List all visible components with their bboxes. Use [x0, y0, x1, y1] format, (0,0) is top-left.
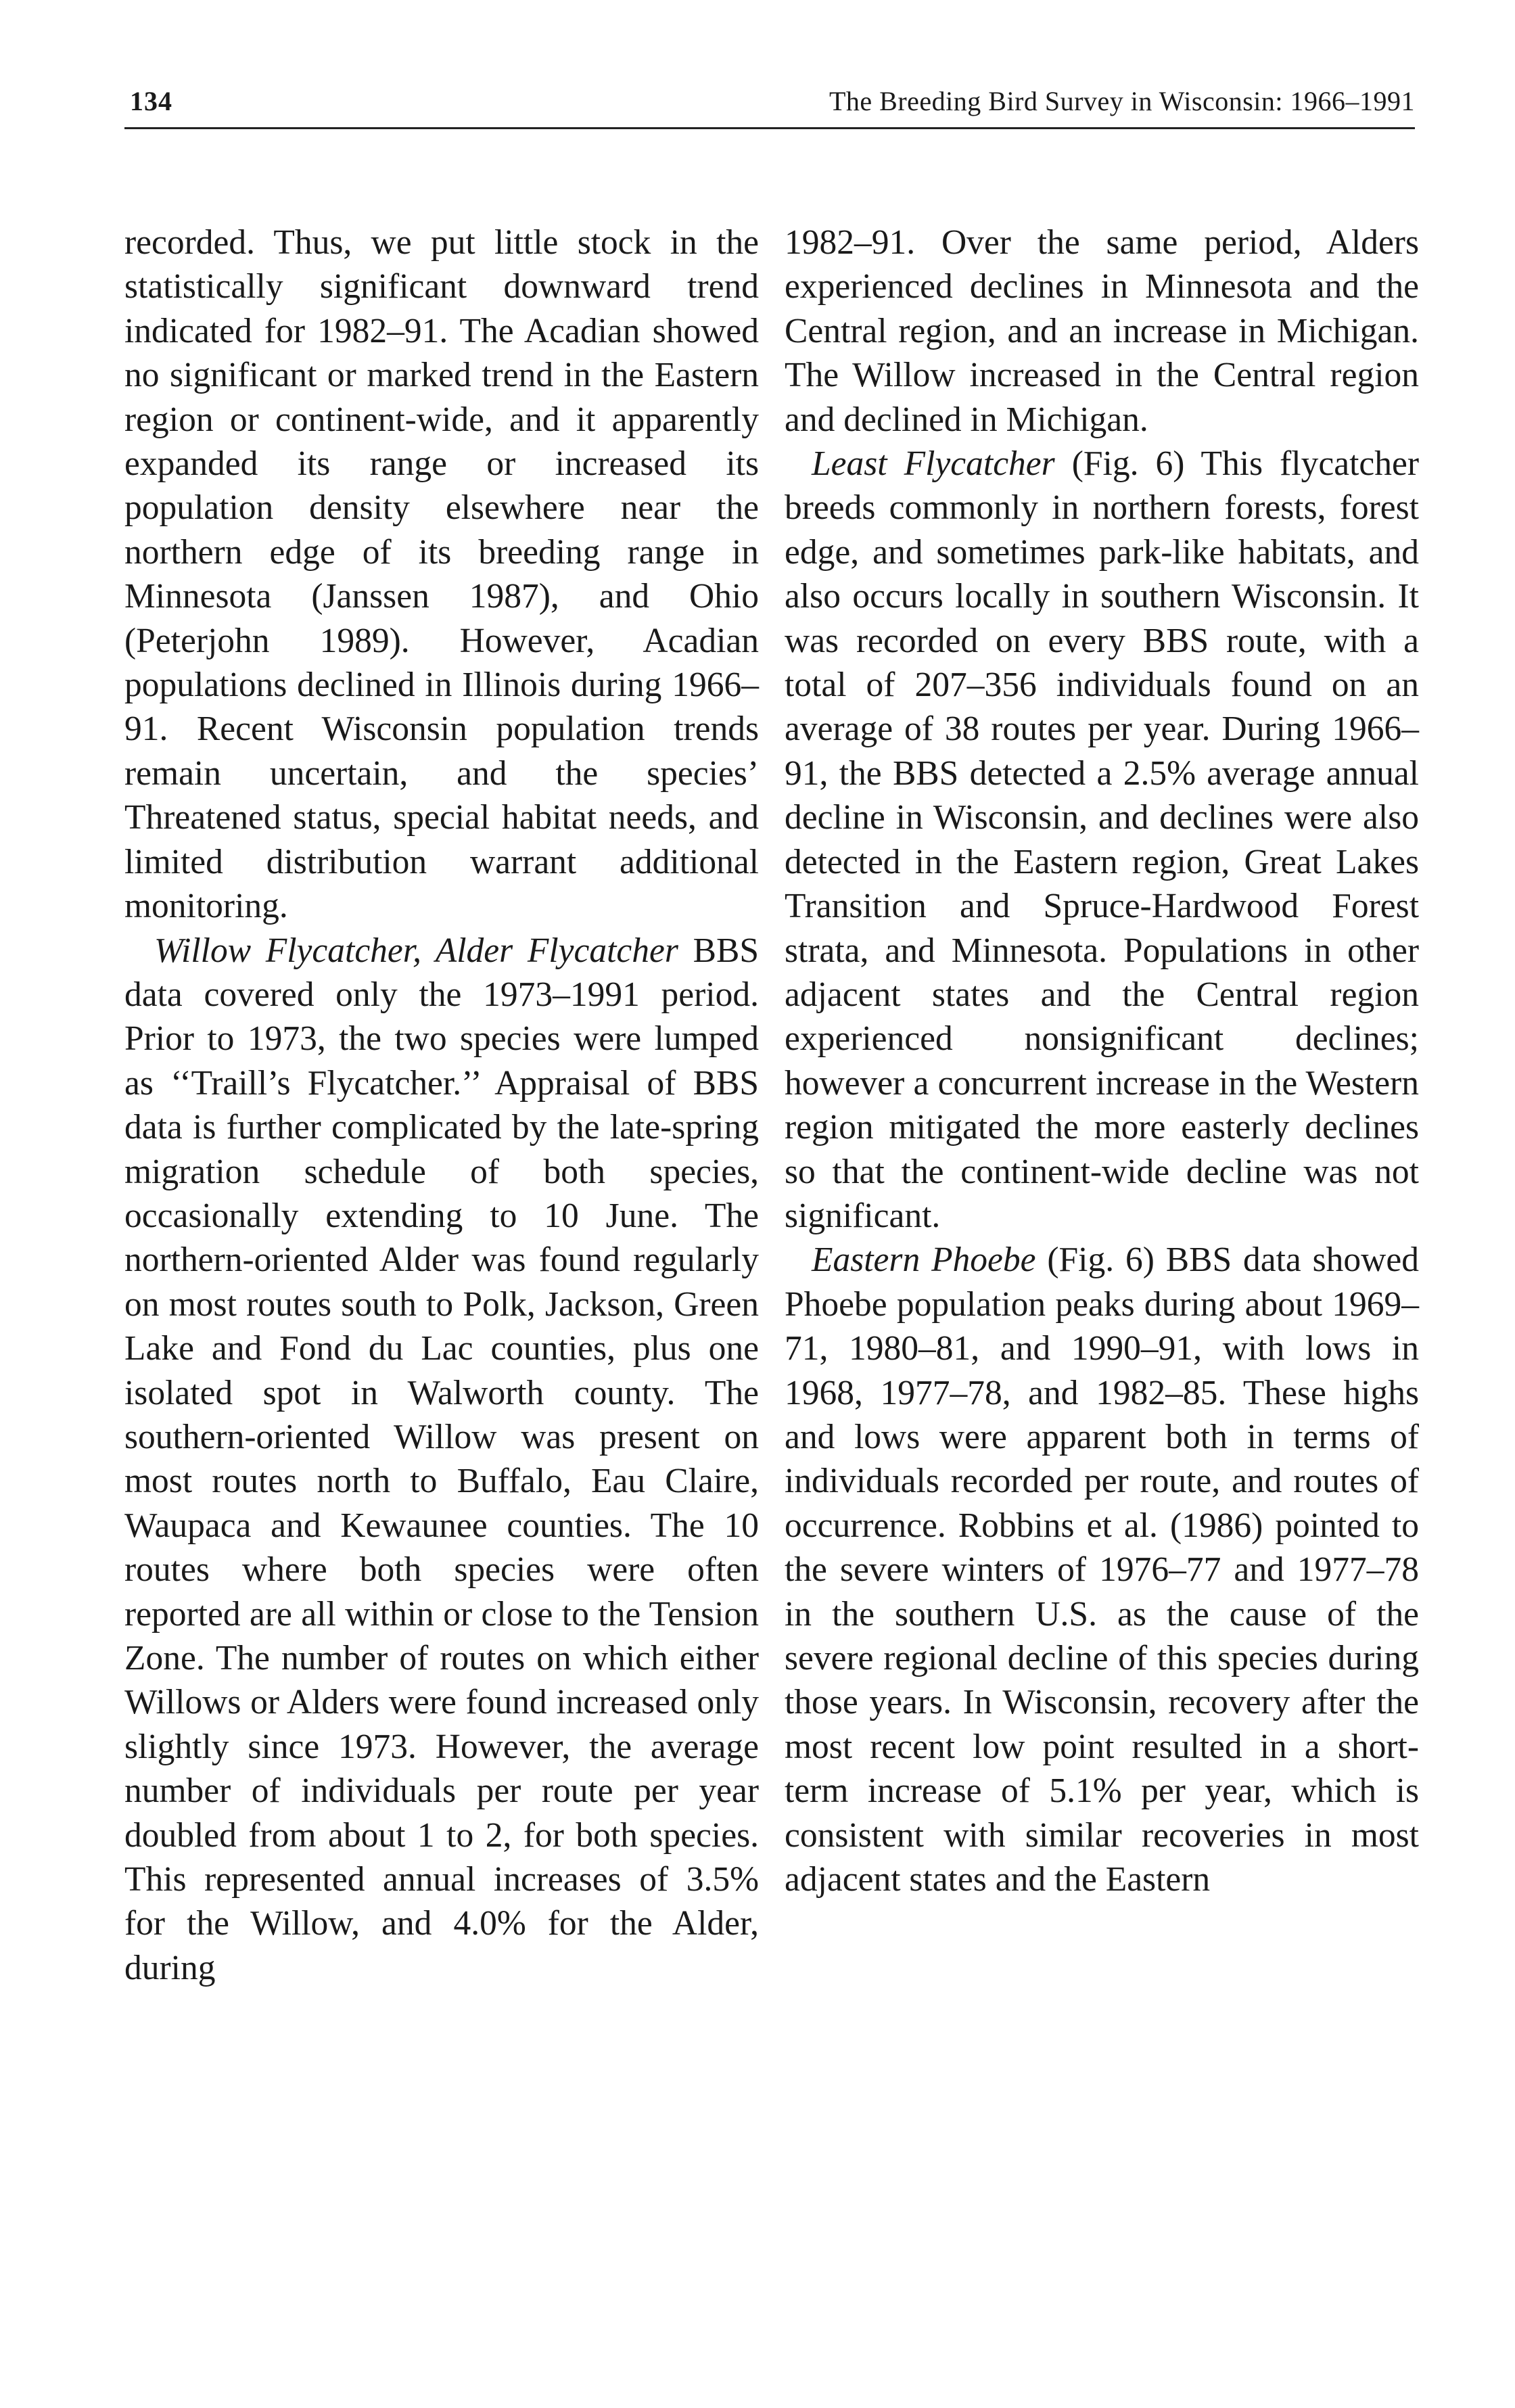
paragraph-body-eastern-phoebe: (Fig. 6) BBS data showed Phoebe population peaks during about 1969–71, 1980–81, and 1990–91, with lows in 1968, 1977–78, and 1982–85. These highs and lows were apparent both in terms of individuals recorded per route, and routes of occurrence. Robbins et al. (1986) pointed to the severe winters of 1976–77 and 1977–78 in the southern U.S. as the cause of the severe regional decline of this species during those years. In Wisconsin, recovery after the most recent low point resulted in a short-term increase of 5.1% per year, which is consistent with similar recoveries in most adjacent states and the Eastern: [785, 1241, 1419, 1899]
paragraph-willow-alder: [124, 929, 759, 1991]
species-heading-willow-alder: Willow Flycatcher, Alder Flycatcher: [154, 931, 678, 970]
paragraph-willow-alder-continued: 1982–91. Over the same period, Alders experienced declines in Minnesota and the Central region, and an increase in Michigan. The Willow increased in the Central region and declined in Michigan.: [785, 223, 1419, 439]
paragraph-acadian-continued: recorded. Thus, we put little stock in the statistically significant downward trend indicated for 1982–91. The Acadian showed no significant or marked trend in the Eastern region or continent-wide, and it apparently expanded its range or increased its population density elsewhere near the northern edge of its breeding range in Minnesota (Janssen 1987), and Ohio (Peterjohn 1989). However, Acadian populations declined in Illinois during 1966–91. Recent Wisconsin population trends remain uncertain, and the species’ Threatened status, special habitat needs, and limited distribution warrant additional monitoring.: [124, 223, 759, 926]
paragraph-body-least-flycatcher: (Fig. 6) This flycatcher breeds commonly in northern forests, forest edge, and sometimes park-like habitats, and also occurs locally in southern Wisconsin. It was recorded on every BBS route, with a total of 207–356 individuals found on an average of 38 routes per year. During 1966–91, the BBS detected a 2.5% average annual decline in Wisconsin, and declines were also detected in the Eastern region, Great Lakes Transition and Spruce-Hardwood Forest strata, and Minnesota. Populations in other adjacent states and the Central region experienced nonsignificant declines; however a concurrent increase in the Western region mitigated the more easterly declines so that the continent-wide decline was not significant.: [785, 444, 1419, 1235]
paragraph-eastern-phoebe: [785, 1238, 1419, 1901]
running-title: The Breeding Bird Survey in Wisconsin: 1966–1991: [829, 86, 1415, 116]
page-number: 134: [130, 86, 172, 116]
paragraph-body-willow-alder: BBS data covered only the 1973–1991 period. Prior to 1973, the two species were lumped as ‘‘Traill’s Flycatcher.’’ Appraisal of BBS data is further complicated by the late-spring migration schedule of both species, occasionally extending to 10 June. The northern-oriented Alder was found regularly on most routes south to Polk, Jackson, Green Lake and Fond du Lac counties, plus one isolated spot in Walworth county. The southern-oriented Willow was present on most routes north to Buffalo, Eau Claire, Waupaca and Kewaunee counties. The 10 routes where both species were often reported are all within or close to the Tension Zone. The number of routes on which either Willows or Alders were found increased only slightly since 1973. However, the average number of individuals per route per year doubled from about 1 to 2, for both species. This represented annual increases of 3.5% for the Willow, and 4.0% for the Alder, during: [124, 931, 759, 1987]
species-heading-eastern-phoebe: Eastern Phoebe: [812, 1241, 1036, 1280]
left-column: [124, 221, 759, 1990]
right-column: [785, 221, 1419, 1901]
running-header: [124, 80, 1415, 129]
paragraph-least-flycatcher: [785, 442, 1419, 1238]
species-heading-least-flycatcher: Least Flycatcher: [812, 444, 1055, 484]
